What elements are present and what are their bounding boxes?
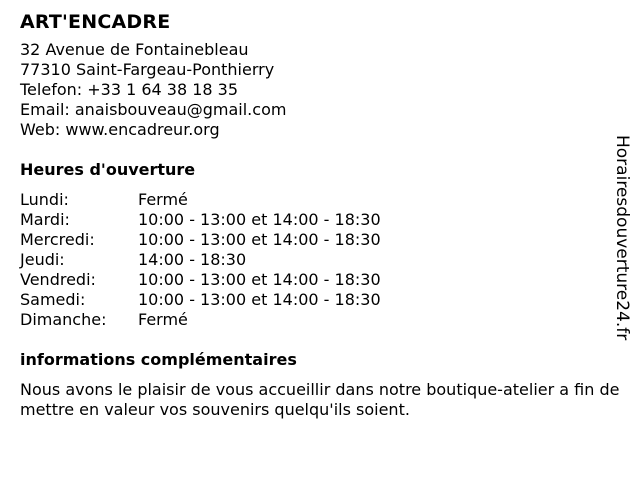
day-label: Lundi: (20, 190, 69, 209)
email-line: Email: anaisbouveau@gmail.com (20, 100, 287, 119)
opening-time: 10:00 - 13:00 et 14:00 - 18:30 (138, 270, 381, 289)
opening-time: Fermé (138, 310, 188, 329)
hours-row (20, 310, 620, 330)
business-card (20, 10, 620, 420)
day-label: Mardi: (20, 210, 70, 229)
day-label: Vendredi: (20, 270, 96, 289)
hours-table (20, 190, 620, 330)
opening-time: 10:00 - 13:00 et 14:00 - 18:30 (138, 290, 381, 309)
hours-heading: Heures d'ouverture (20, 160, 196, 179)
info-heading: informations complémentaires (20, 350, 297, 369)
phone-line: Telefon: +33 1 64 38 18 35 (20, 80, 239, 99)
hours-row (20, 210, 620, 230)
day-label: Dimanche: (20, 310, 107, 329)
watermark (612, 135, 634, 345)
info-text: Nous avons le plaisir de vous accueillir dans notre boutique-atelier a fin de mettre en valeur vos souvenirs quelqu'ils soient. (20, 380, 620, 419)
address-line-2: 77310 Saint-Fargeau-Ponthierry (20, 60, 275, 79)
day-label: Mercredi: (20, 230, 95, 249)
opening-time: 10:00 - 13:00 et 14:00 - 18:30 (138, 230, 381, 249)
opening-time: 14:00 - 18:30 (138, 250, 247, 269)
watermark-text: Horairesdouverture24.fr (612, 135, 632, 341)
day-label: Jeudi: (20, 250, 65, 269)
address-line-1: 32 Avenue de Fontainebleau (20, 40, 249, 59)
hours-row (20, 190, 620, 210)
opening-time: 10:00 - 13:00 et 14:00 - 18:30 (138, 210, 381, 229)
business-name: ART'ENCADRE (20, 11, 171, 33)
hours-row (20, 250, 620, 270)
hours-row (20, 230, 620, 250)
hours-row (20, 290, 620, 310)
web-line: Web: www.encadreur.org (20, 120, 220, 139)
hours-row (20, 270, 620, 290)
opening-time: Fermé (138, 190, 188, 209)
day-label: Samedi: (20, 290, 86, 309)
